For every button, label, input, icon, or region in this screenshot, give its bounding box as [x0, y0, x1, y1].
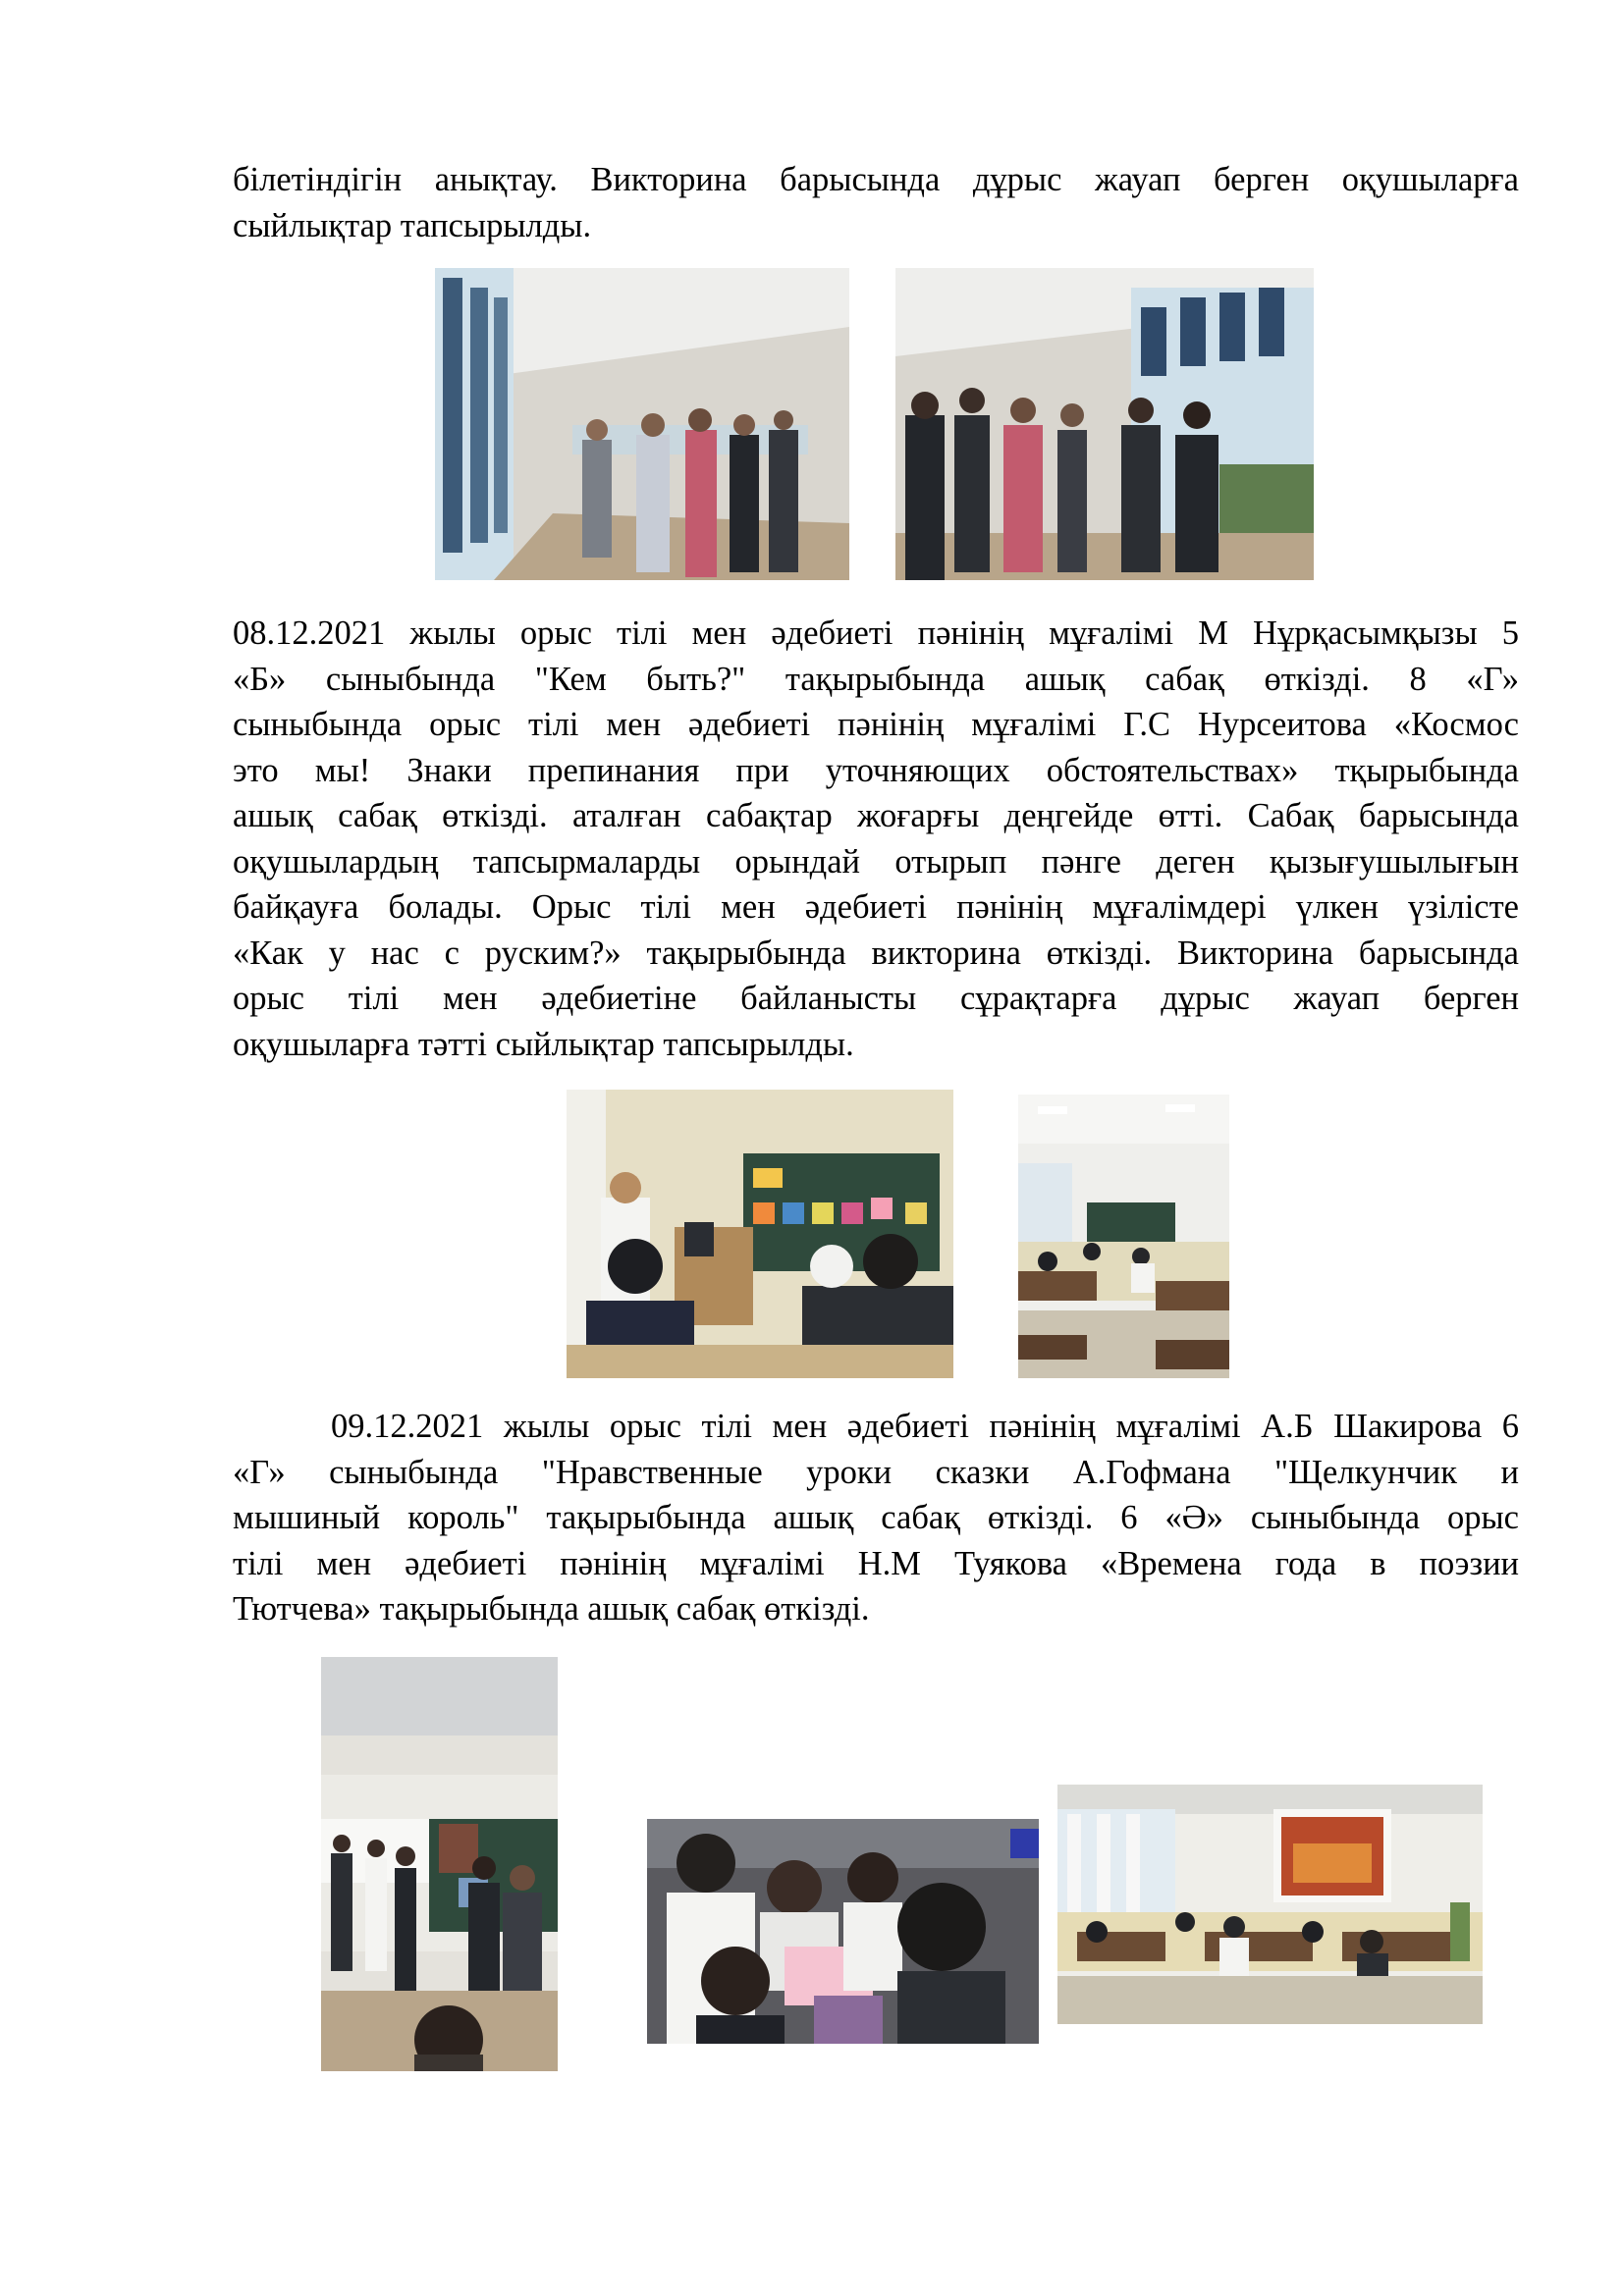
paragraph-line: сыныбында орыс тілі мен әдебиеті пәнінің мұғалімі Г.С Нурсеитова «Космос: [233, 706, 1519, 743]
paragraph-line: Тютчева» тақырыбында ашық сабақ өткізді.: [233, 1590, 870, 1628]
paragraph-3: [233, 1404, 1519, 1632]
paragraph-line: 09.12.2021 жылы орыс тілі мен әдебиеті пәнінің мұғалімі А.Б Шакирова 6: [331, 1408, 1519, 1445]
photo-corridor-1: [435, 268, 849, 580]
paragraph-line: сыйлықтар тапсырылды.: [233, 206, 592, 244]
paragraph-2: [233, 611, 1519, 1067]
paragraph-line: орыс тілі мен әдебиетіне байланысты сұрақтарға дұрыс жауап берген: [233, 980, 1519, 1017]
paragraph-line: оқушыларға тәтті сыйлықтар тапсырылды.: [233, 1025, 854, 1063]
paragraph-line: байқауға болады. Орыс тілі мен әдебиеті пәнінің мұғалімдері үлкен үзілісте: [233, 888, 1519, 926]
paragraph-line: оқушылардың тапсырмаларды орындай отырып пәнге деген қызығушылығын: [233, 842, 1519, 881]
photo-classroom-projector: [1057, 1785, 1483, 2024]
photo-corridor-2: [895, 268, 1314, 580]
photo-classroom-desks: [1018, 1095, 1229, 1378]
paragraph-line: тілі мен әдебиеті пәнінің мұғалімі Н.М Туякова «Времена года в поэзии: [233, 1544, 1519, 1582]
paragraph-line: білетіндігін анықтау. Викторина барысында дұрыс жауап берген оқушыларға: [233, 161, 1519, 198]
photo-teacher-standing: [321, 1657, 558, 2071]
paragraph-line: «Г» сыныбында "Нравственные уроки сказки А.Гофмана "Щелкунчик и: [233, 1453, 1519, 1491]
paragraph-line: «Б» сыныбында "Кем быть?" тақырыбында ашық сабақ өткізді. 8 «Г»: [233, 660, 1519, 698]
paragraph-line: 08.12.2021 жылы орыс тілі мен әдебиеті пәнінің мұғалімі М Нұрқасымқызы 5: [233, 614, 1519, 652]
paragraph-line: ашық сабақ өткізді. аталған сабақтар жоғарғы деңгейде өтті. Сабақ барысында: [233, 797, 1519, 834]
paragraph-line: это мы! Знаки препинания при уточняющих обстоятельствах» тқырыбында: [233, 751, 1519, 789]
paragraph-1: [233, 157, 1519, 248]
paragraph-line: мышиный король" тақырыбында ашық сабақ өткізді. 6 «Ә» сыныбында орыс: [233, 1499, 1519, 1536]
photo-classroom-board: [567, 1090, 953, 1378]
photo-students-group: [647, 1819, 1039, 2044]
paragraph-line: «Как у нас с руским?» тақырыбында викторина өткізді. Викторина барысында: [233, 934, 1519, 972]
